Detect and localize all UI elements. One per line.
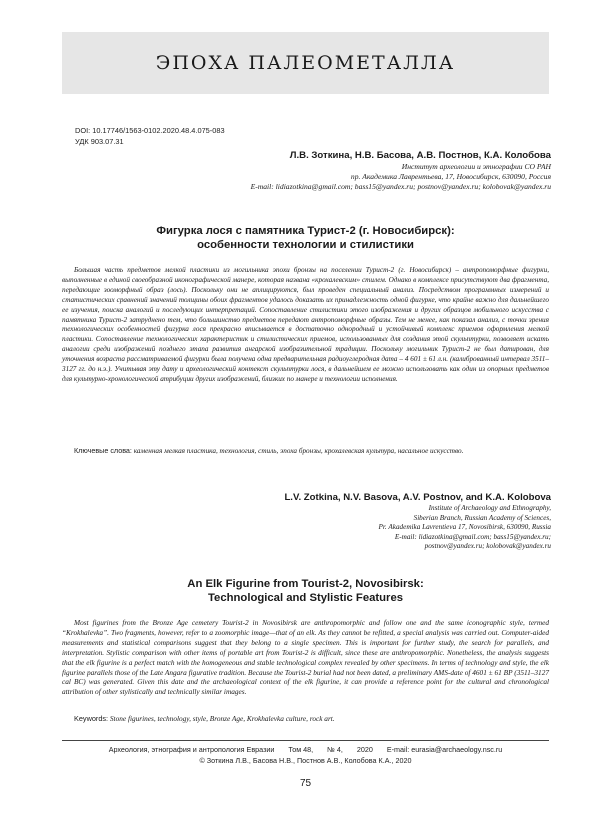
page-number: 75: [299, 778, 312, 789]
affiliation-ru-line: Институт археологии и этнографии СО РАН: [401, 162, 551, 171]
affiliation-en-email: postnov@yandex.ru; kolobovak@yandex.ru: [424, 542, 551, 551]
affiliation-en: [379, 504, 551, 552]
copyright: © Зоткина Л.В., Басова Н.В., Постнов А.В., Колобова К.А., 2020: [199, 756, 412, 765]
title-ru-line: особенности технологии и стилистики: [197, 239, 414, 251]
footer-journal-line: [62, 745, 549, 754]
journal-issue: № 4,: [327, 745, 343, 754]
keywords-ru-text: каменная мелкая пластика, технология, стиль, эпоха бронзы, крохалевская культура, насальное искусство.: [131, 447, 464, 455]
affiliation-ru-email: E-mail: lidiazotkina@gmail.com; bass15@yandex.ru; postnov@yandex.ru; kolobovak@yandex.ru: [250, 182, 551, 191]
footer-divider: [62, 740, 549, 741]
keywords-ru: [62, 446, 549, 457]
keywords-en-label: Keywords:: [74, 714, 109, 723]
article-title-en: [62, 577, 549, 605]
title-ru-line: Фигурка лося с памятника Турист-2 (г. Новосибирск):: [156, 225, 455, 237]
udk: УДК 903.07.31: [75, 137, 124, 146]
keywords-en-text: Stone figurines, technology, style, Bronze Age, Krokhalevka culture, rock art.: [108, 714, 335, 723]
abstract-en: Most figurines from the Bronze Age cemetery Tourist-2 in Novosibirsk are anthropomorphic and follow one and the same iconographic style, termed “Krokhalevka”. Two fragments, however, refer to a zoomorphic image—that of an elk. As they cannot be refitted, a special analysis was carried out. Computer-aided measurements and statistical comparisons suggest that they belong to a single specimen. This is important for further study, the search for parallels, and interpretation. Stylistic comparison with other items of portable art from Tourist-2 is difficult, since these are anthropomorphic. Nonetheless, the analysis suggests that the elk figurine is a perfect match with the homogeneous and stable technological complex revealed by other specimens. In terms of technology and style, the elk figurine parallels those of the Late Angara figurative tradition. Because the Tourist-2 burial had not been dated, a preliminary AMS-date of 4601 ± 61 BP (3511–3127 cal BC) was generated. Given this date and the archaeological context of the elk figurine, it can provide a reference point for the cultural and chronological attribution of other stylistically and technically similar images.: [62, 618, 549, 697]
section-title: ЭПОХА ПАЛЕОМЕТАЛЛА: [155, 52, 456, 74]
affiliation-en-line: Siberian Branch, Russian Academy of Sciences,: [413, 513, 551, 522]
title-en-line: An Elk Figurine from Tourist-2, Novosibirsk:: [187, 578, 424, 590]
keywords-ru-label: Ключевые слова:: [74, 446, 132, 455]
journal-volume: Том 48,: [288, 745, 314, 754]
abstract-ru: Большая часть предметов мелкой пластики из могильника эпохи бронзы на поселении Турист-2 (г. Новосибирск) – антропоморфные фигурки, выполненные в единой своеобразной иконографической манере, которая названа «крохалевским» стилем. Однако в комплексе присутствуют два фрагмента, передающие зооморфный образ (лось). Поскольку они не аплицируются, был проведен специальный анализ. Посредством программных измерений и статистических сравнений значений толщины обоих фрагментов удалось доказать их принадлежность одной фигурке, что крайне важно для дальнейшего ее изучения, поиска аналогий и последующих интерпретаций. Сопоставление стилистики этого изображения и других образцов мобильного искусства с памятника Турист-2 затруднено тем, что большинство предметов передают антропоморфные образы. Тем не менее, как показал анализ, с точки зрения технологических особенностей фигурка лося прекрасно вписывается в достаточно однородный и устойчивый комплекс приемов оформления мелкой пластики. Сопоставление технологических характеристик и стилистических приемов, использованных для создания этой скульптурки, позволяет искать аналогии среди изображений позднего этапа развития ангарской изобразительной традиции. Поскольку могильник Турист-2 не был датирован, для уточнения возраста рассматриваемой фигурки была получена одна предварительная радиоуглеродная дата – 4 601 ± 61 л.н. (калиброванный интервал 3511–3127 гг. до н.э.). Учитывая эту дату и археологический контекст скульптурки лося, в дальнейшем ее можно использовать как один из опорных предметов для культурно-хронологической атрибуции других изображений, близких по манере и технологии исполнения.: [62, 266, 549, 383]
doi: DOI: 10.17746/1563-0102.2020.48.4.075-083: [75, 126, 225, 135]
section-header-band: [62, 32, 549, 94]
affiliation-ru: [251, 162, 551, 192]
journal-email: E-mail: eurasia@archaeology.nsc.ru: [386, 745, 503, 754]
journal-year: 2020: [356, 745, 373, 754]
affiliation-en-line: Pr. Akademika Lavrentieva 17, Novosibirsk, 630090, Russia: [378, 523, 551, 532]
authors-en: L.V. Zotkina, N.V. Basova, A.V. Postnov, and K.A. Kolobova: [284, 492, 551, 503]
affiliation-en-email: E-mail: lidiazotkina@gmail.com; bass15@yandex.ru;: [394, 532, 551, 541]
article-title-ru: [62, 224, 549, 252]
authors-ru: Л.В. Зоткина, Н.В. Басова, А.В. Постнов, К.А. Колобова: [289, 150, 551, 161]
keywords-en: [62, 714, 549, 724]
title-en-line: Technological and Stylistic Features: [207, 592, 404, 604]
journal-name: Археология, этнография и антропология Евразии: [108, 745, 275, 754]
affiliation-en-line: Institute of Archaeology and Ethnography,: [428, 504, 551, 512]
affiliation-ru-line: пр. Академика Лаврентьева, 17, Новосибирск, 630090, Россия: [350, 172, 551, 181]
